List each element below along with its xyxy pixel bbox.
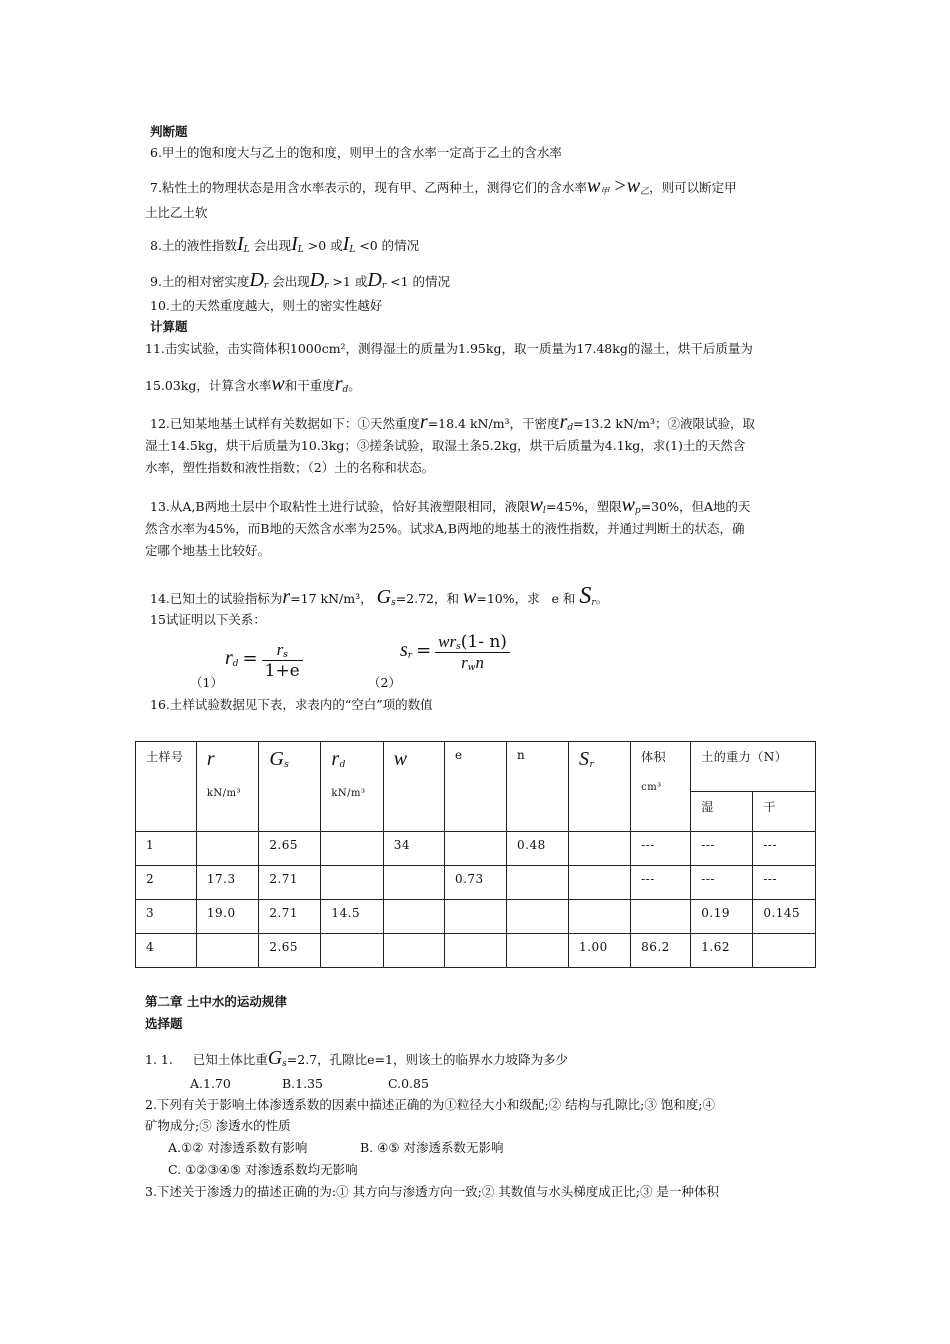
formula-2: $s_r$ = $\frac{wr_s(1- n)}{r_wn}$: [400, 632, 510, 673]
table-cell: 2: [136, 866, 197, 900]
chapter-2-title: 第二章 土中水的运动规律: [145, 994, 287, 1009]
table-cell: [631, 900, 691, 934]
table-cell: 19.0: [196, 900, 258, 934]
header-porosity: n: [507, 742, 569, 832]
table-cell: [383, 900, 444, 934]
table-cell: 1: [136, 832, 197, 866]
choice-2-option-c: C. ①②③④⑤ 对渗透系数均无影响: [168, 1162, 358, 1177]
table-cell: [444, 934, 506, 968]
choice-1-option-b: B.1.35: [282, 1076, 323, 1091]
table-cell: 0.48: [507, 832, 569, 866]
question-12-cont2: 水率，塑性指数和液性指数；（2）土的名称和状态。: [145, 460, 435, 475]
header-wet: 湿: [691, 792, 753, 832]
table-cell: [507, 934, 569, 968]
question-12: 12.已知某地基土试样有关数据如下：①天然重度r=18.4 kN/m³，干密度$r_d=13.2$ kN/m³；②液限试验，取: [150, 411, 755, 433]
table-cell: [569, 900, 631, 934]
question-10: 10.土的天然重度越大，则土的密实性越好: [150, 298, 383, 313]
table-cell: [753, 934, 816, 968]
table-cell: ---: [753, 866, 816, 900]
section-choice: 选择题: [145, 1016, 183, 1031]
table-cell: [383, 866, 444, 900]
formula-1-label: （1）: [190, 675, 223, 690]
question-6: 6.甲土的饱和度大与乙土的饱和度，则甲土的含水率一定高于乙土的含水率: [150, 145, 562, 160]
soil-data-table: [135, 741, 816, 968]
choice-2-cont: 矿物成分;⑤ 渗透水的性质: [145, 1118, 291, 1133]
table-cell: [569, 832, 631, 866]
table-row: [136, 900, 816, 934]
table-cell: 34: [383, 832, 444, 866]
header-gs: $G_s$: [259, 742, 321, 832]
table-cell: ---: [691, 832, 753, 866]
section-calc: 计算题: [150, 319, 188, 334]
header-water-content: w: [383, 742, 444, 832]
table-cell: 0.19: [691, 900, 753, 934]
choice-2-option-a: A.①② 对渗透系数有影响: [168, 1140, 308, 1155]
header-unit-weight: r kN/m³: [196, 742, 258, 832]
question-11-cont: 15.03kg，计算含水率w和干重度$r_d$。: [145, 373, 361, 395]
section-judge: 判断题: [150, 124, 188, 139]
table-row: [136, 832, 816, 866]
table-cell: 2.71: [259, 866, 321, 900]
header-sample: 土样号: [136, 742, 197, 832]
header-dry: 干: [753, 792, 816, 832]
table-cell: [444, 832, 506, 866]
question-9: 9.土的相对密实度$D_r$ 会出现$D_r >1$ 或$D_r <1$ 的情况: [150, 269, 451, 291]
question-13-cont1: 然含水率为45%，而B地的天然含水率为25%。试求A,B两地的地基土的液性指数，并通过判断土的状态，确: [145, 521, 745, 536]
question-8: 8.土的液性指数$I_L$ 会出现$I_L >0$ 或$I_L <0$ 的情况: [150, 233, 420, 255]
table-cell: 4: [136, 934, 197, 968]
question-7: 7.粘性土的物理状态是用含水率表示的，现有甲、乙两种土，测得它们的含水率$w_甲 >w_乙$，则可以断定甲: [150, 175, 737, 197]
table-cell: 2.65: [259, 832, 321, 866]
table-cell: 1.62: [691, 934, 753, 968]
choice-1-option-c: C.0.85: [388, 1076, 429, 1091]
table-cell: [321, 866, 383, 900]
table-cell: [321, 832, 383, 866]
table-row: [136, 866, 816, 900]
table-cell: ---: [691, 866, 753, 900]
table-cell: [196, 832, 258, 866]
table-cell: 17.3: [196, 866, 258, 900]
table-cell: [196, 934, 258, 968]
table-cell: 86.2: [631, 934, 691, 968]
header-dry-unit-weight: $r_d$ kN/m³: [321, 742, 383, 832]
table-cell: 2.71: [259, 900, 321, 934]
table-cell: [321, 934, 383, 968]
question-14: 14.已知土的试验指标为r=17 kN/m³， $G_s=2.72$，和 w=10%，求 e 和 $S_r$。: [150, 583, 609, 609]
choice-2-option-b: B. ④⑤ 对渗透系数无影响: [360, 1140, 504, 1155]
table-cell: 14.5: [321, 900, 383, 934]
table-cell: [383, 934, 444, 968]
choice-2: 2.下列有关于影响土体渗透系数的因素中描述正确的为①粒径大小和级配;② 结构与孔隙比;③ 饱和度;④: [145, 1097, 716, 1112]
table-cell: 1.00: [569, 934, 631, 968]
header-saturation: $S_r$: [569, 742, 631, 832]
table-row: [136, 934, 816, 968]
choice-1: 1. 1. 已知土体比重$G_s=2.7$，孔隙比e=1，则该土的临界水力坡降为多少: [145, 1047, 568, 1069]
table-header-row: [136, 742, 816, 792]
formula-2-label: （2）: [368, 675, 401, 690]
table-cell: ---: [631, 832, 691, 866]
table-cell: 0.73: [444, 866, 506, 900]
table-cell: [507, 900, 569, 934]
table-cell: [507, 866, 569, 900]
header-volume: 体积 cm³: [631, 742, 691, 832]
formula-1: $r_d$ = $\frac{r_s}{1+e}$: [225, 640, 303, 681]
table-cell: 2.65: [259, 934, 321, 968]
question-11: 11.击实试验，击实筒体积1000cm²，测得湿土的质量为1.95kg，取一质量为17.48kg的湿土，烘干后质量为: [145, 341, 753, 356]
table-cell: ---: [753, 832, 816, 866]
table-cell: 0.145: [753, 900, 816, 934]
header-void-ratio: e: [444, 742, 506, 832]
question-12-cont1: 湿土14.5kg，烘干后质量为10.3kg；③搓条试验，取湿土条5.2kg，烘干后质量为4.1kg，求(1)土的天然含: [145, 438, 746, 453]
choice-3: 3.下述关于渗透力的描述正确的为:① 其方向与渗透方向一致;② 其数值与水头梯度成正比;③ 是一种体积: [145, 1184, 719, 1199]
choice-1-option-a: A.1.70: [190, 1076, 231, 1091]
question-13: 13.从A,B两地土层中个取粘性土进行试验，恰好其液塑限相同，液限$w_l=45\%$，塑限$w_p=30\%$，但A地的天: [150, 494, 751, 516]
table-cell: 3: [136, 900, 197, 934]
table-cell: [444, 900, 506, 934]
question-13-cont2: 定哪个地基土比较好。: [145, 543, 271, 558]
table-cell: ---: [631, 866, 691, 900]
question-16: 16.土样试验数据见下表，求表内的“空白”项的数值: [150, 697, 433, 712]
question-15: 15试证明以下关系：: [150, 612, 266, 627]
header-soil-weight: 土的重力（N）: [691, 742, 816, 792]
table-cell: [569, 866, 631, 900]
question-7-cont: 土比乙土软: [145, 205, 208, 220]
